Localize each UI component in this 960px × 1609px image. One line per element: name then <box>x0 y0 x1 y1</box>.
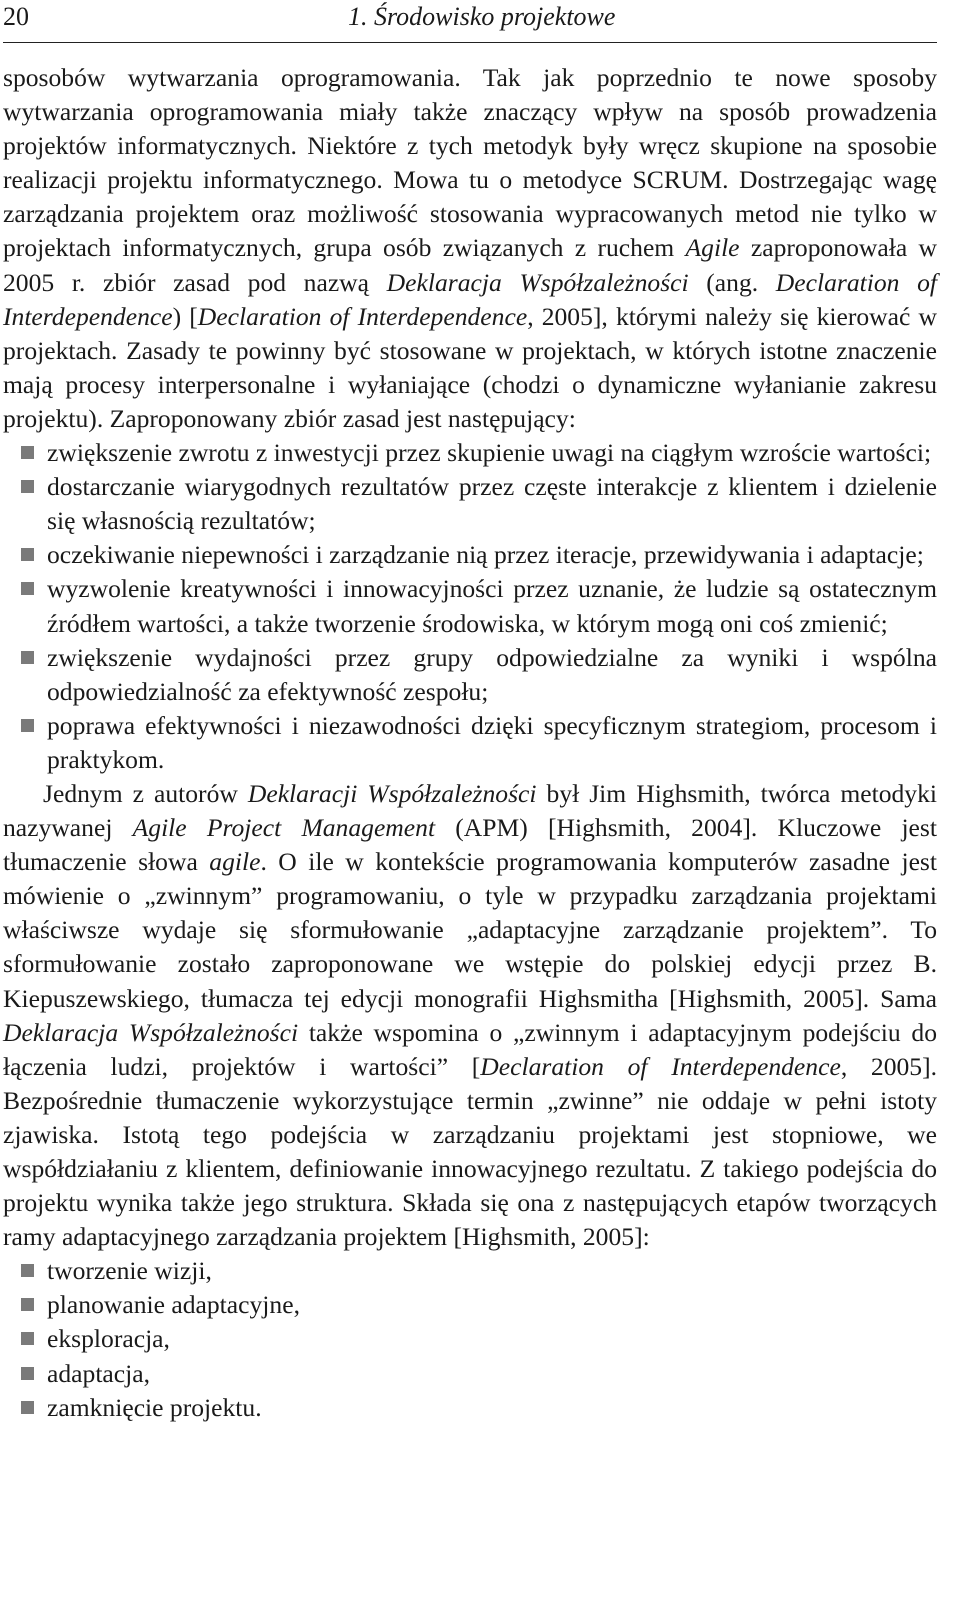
list-item <box>3 1391 937 1425</box>
list-item-text: wyzwolenie kreatywności i innowacyjności przez uznanie, że ludzie są ostatecznym źródłem wartości, a także tworzenie środowiska, w którym mogą oni coś zmienić; <box>47 574 937 638</box>
text-run: , 2005]. Bezpośrednie tłumaczenie wykorzystujące termin „zwinne” nie oddaje w pełni istoty zjawiska. Istotą tego podejścia w zarządzaniu projektami jest stopniowe, we współdziałaniu z klientem, definiowanie innowacyjnego rezultatu. Z takiego podejścia do projektu wynika także jego struktura. Składa się ona z następujących etapów tworzących ramy adaptacyjnego zarządzania projektem [Highsmith, 2005]: <box>3 1051 937 1252</box>
running-header <box>3 0 937 43</box>
square-bullet-icon <box>21 719 34 732</box>
square-bullet-icon <box>21 1401 34 1414</box>
square-bullet-icon <box>21 1367 34 1380</box>
text-run: był Jim Highsmith, twórca metodyki nazywanej <box>3 778 937 843</box>
list-item <box>3 1254 937 1288</box>
list-item-text: eksploracja, <box>47 1324 170 1354</box>
list-item-text: planowanie adaptacyjne, <box>47 1290 300 1320</box>
list-item <box>3 470 937 538</box>
list-item-text: zwiększenie zwrotu z inwestycji przez skupienie uwagi na ciągłym wzroście wartości; <box>47 438 932 468</box>
page-number: 20 <box>3 2 29 31</box>
list-item-text: oczekiwanie niepewności i zarządzanie nią przez iteracje, przewidywania i adaptacje; <box>47 540 924 570</box>
italic-text-run: Declaration of Interdependence <box>197 301 528 331</box>
list-item-text: poprawa efektywności i niezawodności dzięki specyficznym strategiom, procesom i praktykom. <box>47 710 937 774</box>
list-item-text: adaptacja, <box>47 1358 151 1388</box>
page <box>3 0 937 1425</box>
text-run: . O ile w kontekście programowania komputerów zasadne jest mówienie o „zwinnym” programowaniu, o tyle w przypadku zarządzania projektami właściwsze wydaje się sformułowanie „adaptacyjne zarządzanie projektem”. To sformułowanie zostało zaproponowane we wstępie do polskiej edycji przez B. Kiepuszewskiego, tłumacza tej edycji monografii Highsmitha [Highsmith, 2005]. Sama <box>3 847 937 1013</box>
italic-text-run: Declaration of Interdependence <box>480 1051 841 1081</box>
list-item <box>3 641 937 709</box>
list-item-text: zamknięcie projektu. <box>47 1392 262 1422</box>
list-item <box>3 709 937 777</box>
list-item <box>3 1322 937 1356</box>
text-run: Jednym z autorów <box>43 778 248 808</box>
text-run: sposobów wytwarzania oprogramowania. Tak jak poprzednio te nowe sposoby wytwarzania oprogramowania miały także znaczący wpływ na sposób prowadzenia projektów informatycznych. Niektóre z tych metodyk były wręcz skupione na sposobie realizacji projektu informatycznego. Mowa tu o metodyce SCRUM. Dostrzegając wagę zarządzania projektem oraz możliwość stosowania wypracowanych metod nie tylko w projektach informatycznych, grupa osób związanych z ruchem <box>3 63 937 263</box>
text-run: także wspomina o „zwinnym i adaptacyjnym podejściu do łączenia ludzi, projektów i wartości” [ <box>3 1017 937 1081</box>
italic-text-run: Agile <box>685 233 740 263</box>
italic-text-run: Deklaracji Współzależności <box>247 778 537 808</box>
square-bullet-icon <box>21 480 34 493</box>
square-bullet-icon <box>21 1332 34 1345</box>
text-run: (APM) [Highsmith, 2004]. Kluczowe jest tłumaczenie słowa <box>3 813 937 877</box>
list-item <box>3 538 937 572</box>
page-body <box>3 61 937 1425</box>
list-item <box>3 1357 937 1391</box>
paragraph-1 <box>3 61 937 436</box>
principles-list <box>3 436 937 777</box>
square-bullet-icon <box>21 446 34 459</box>
text-run: (ang. <box>688 267 776 297</box>
italic-text-run: Deklaracja Współzależności <box>3 1017 299 1047</box>
square-bullet-icon <box>21 548 34 561</box>
text-run: , 2005], którymi należy się kierować w projektach. Zasady te powinny być stosowane w projektach, w których istotne znaczenie mają procesy interpersonalne i wyłaniające (chodzi o dynamiczne wyłanianie zakresu projektu). Zaproponowany zbiór zasad jest następujący: <box>3 301 937 433</box>
square-bullet-icon <box>21 1264 34 1277</box>
square-bullet-icon <box>21 1298 34 1311</box>
italic-text-run: Declaration of Interdependence <box>3 267 938 331</box>
list-item-text: zwiększenie wydajności przez grupy odpowiedzialne za wyniki i wspólna odpowiedzialność za efektywność zespołu; <box>47 642 937 706</box>
italic-text-run: agile <box>209 847 261 877</box>
list-item <box>3 436 937 470</box>
list-item <box>3 1288 937 1322</box>
italic-text-run: Agile Project Management <box>132 813 436 843</box>
square-bullet-icon <box>21 651 34 664</box>
list-item <box>3 572 937 640</box>
italic-text-run: Deklaracja Współzależności <box>386 267 689 297</box>
list-item-text: dostarczanie wiarygodnych rezultatów przez częste interakcje z klientem i dzielenie się własnością rezultatów; <box>47 472 937 536</box>
square-bullet-icon <box>21 582 34 595</box>
stages-list <box>3 1254 937 1424</box>
list-item-text: tworzenie wizji, <box>47 1256 212 1286</box>
chapter-title: 1. Środowisko projektowe <box>348 2 616 31</box>
paragraph-2 <box>3 777 937 1254</box>
text-run: zaproponowała w 2005 r. zbiór zasad pod nazwą <box>3 233 937 297</box>
text-run: ) [ <box>172 301 198 331</box>
